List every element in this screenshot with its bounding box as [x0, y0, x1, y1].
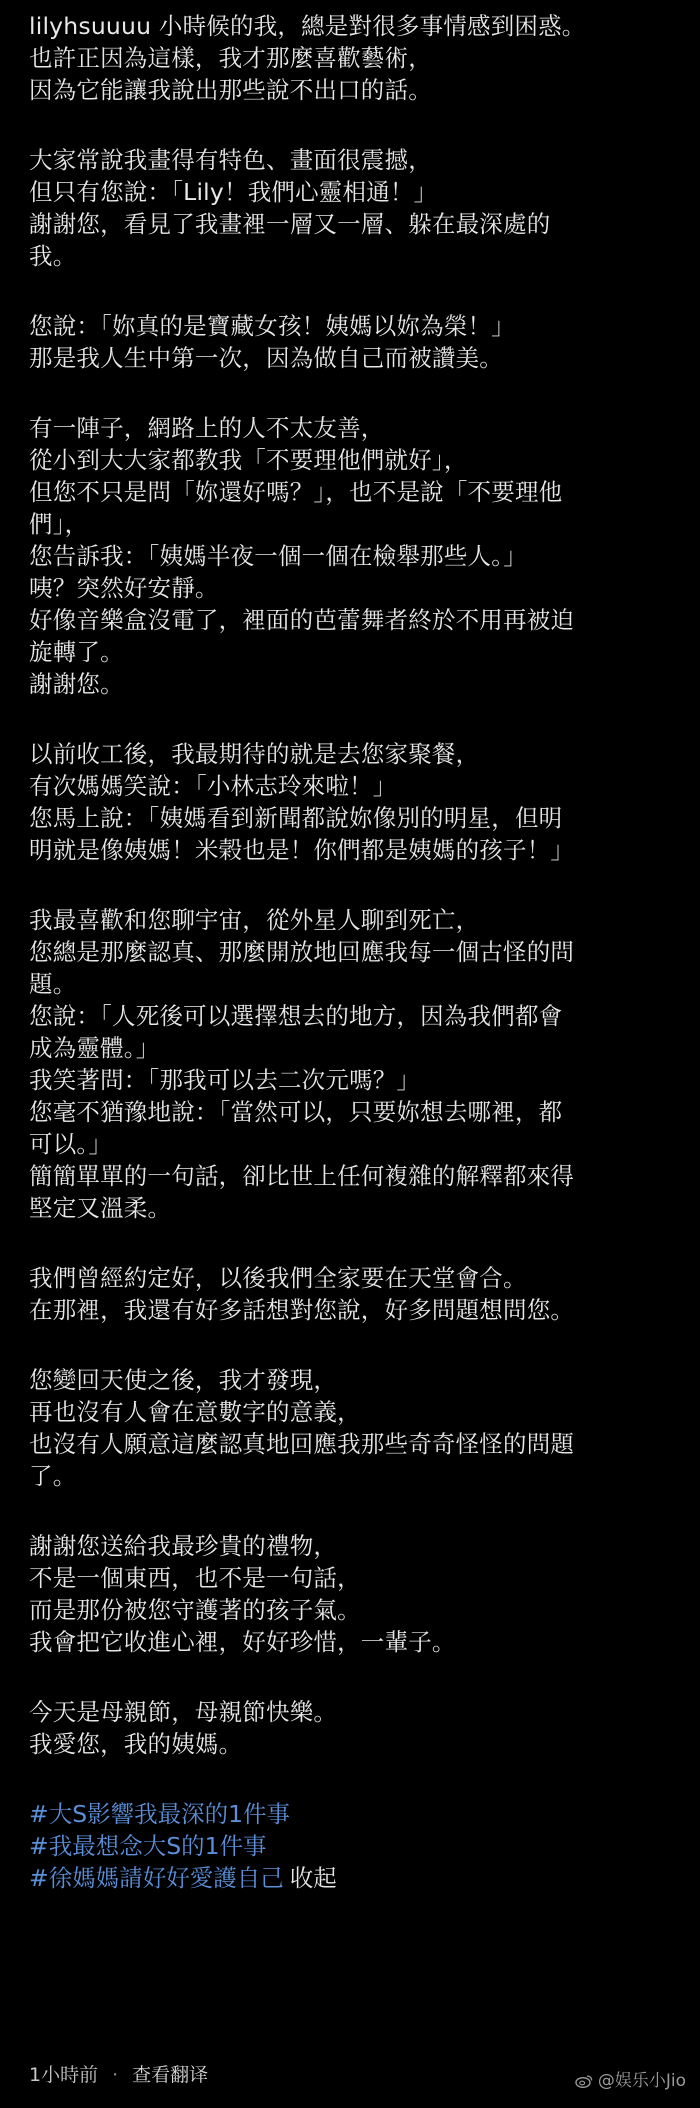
post-line: 我愛您，我的姨媽。 — [29, 1730, 243, 1758]
post-line: 成為靈體。」 — [29, 1034, 160, 1062]
post-line: 今天是母親節，母親節快樂。 — [29, 1698, 338, 1726]
post-line: 簡簡單單的一句話，卻比世上任何複雜的解釋都來得 — [29, 1162, 575, 1190]
post-line: 也許正因為這樣，我才那麼喜歡藝術， — [29, 44, 432, 72]
post-meta — [29, 2063, 208, 2087]
post-line: 我笑著問：「那我可以去二次元嗎？」 — [29, 1066, 421, 1094]
hashtag-line — [29, 1862, 680, 1894]
post-line: 但只有您說：「Lily！我們心靈相通！」 — [29, 178, 438, 206]
watermark-text: @娱乐小Jio — [597, 2071, 686, 2091]
post-paragraph — [29, 1262, 680, 1326]
post-line: 您告訴我：「姨媽半夜一個一個在檢舉那些人。」 — [29, 542, 527, 570]
post-line: 您總是那麼認真、那麼開放地回應我每一個古怪的問 — [29, 938, 575, 966]
post-line: 謝謝您，看見了我畫裡一層又一層、躲在最深處的 — [29, 210, 551, 238]
post-line: 我。 — [29, 242, 77, 270]
username[interactable]: lilyhsuuuu — [29, 12, 152, 40]
hashtag-link[interactable]: #大S影響我最深的1件事 — [29, 1800, 291, 1828]
post-text — [29, 10, 680, 1760]
post-paragraph — [29, 10, 680, 106]
post-line: 我最喜歡和您聊宇宙，從外星人聊到死亡， — [29, 906, 480, 934]
post-line: 也沒有人願意這麼認真地回應我那些奇奇怪怪的問題 — [29, 1430, 575, 1458]
post-line: 您說：「妳真的是寶藏女孩！姨媽以妳為榮！」 — [29, 312, 515, 340]
post-line: 了。 — [29, 1462, 77, 1490]
post-paragraph — [29, 310, 680, 374]
post-paragraph — [29, 738, 680, 866]
post-line: 旋轉了。 — [29, 638, 124, 666]
post-line: 咦？突然好安靜。 — [29, 574, 219, 602]
post-paragraph — [29, 904, 680, 1224]
weibo-logo-icon — [575, 2074, 593, 2088]
post-line: 再也沒有人會在意數字的意義， — [29, 1398, 361, 1426]
post-line: 您毫不猶豫地說：「當然可以，只要妳想去哪裡，都 — [29, 1098, 563, 1126]
post-paragraph — [29, 1530, 680, 1658]
post-line: 我會把它收進心裡，好好珍惜，一輩子。 — [29, 1628, 456, 1656]
post-line: 您馬上說：「姨媽看到新聞都說妳像別的明星，但明 — [29, 804, 563, 832]
post-line: 但您不只是問「妳還好嗎？」，也不是說「不要理他 — [29, 478, 563, 506]
meta-separator: · — [112, 2064, 119, 2086]
collapse-button[interactable]: 收起 — [289, 1864, 337, 1892]
post-line: 大家常說我畫得有特色、畫面很震撼， — [29, 146, 432, 174]
post-line: 不是一個東西，也不是一句話， — [29, 1564, 361, 1592]
post-line-text: 小時候的我，總是對很多事情感到困惑。 — [158, 12, 586, 40]
post-line: 我們曾經約定好，以後我們全家要在天堂會合。 — [29, 1264, 527, 1292]
post-time: 1小時前 — [29, 2064, 99, 2086]
hashtag-list — [29, 1798, 680, 1894]
hashtag-link[interactable]: #徐媽媽請好好愛護自己 — [29, 1864, 284, 1892]
post-line: 可以。」 — [29, 1130, 113, 1158]
hashtag-link[interactable]: #我最想念大S的1件事 — [29, 1832, 267, 1860]
post-line: 堅定又溫柔。 — [29, 1194, 172, 1222]
watermark — [575, 2070, 686, 2092]
post-line: 好像音樂盒沒電了，裡面的芭蕾舞者終於不用再被迫 — [29, 606, 575, 634]
post-line: 明就是像姨媽！米榖也是！你們都是姨媽的孩子！」 — [29, 836, 575, 864]
post-line: 謝謝您。 — [29, 670, 124, 698]
post-line: 題。 — [29, 970, 77, 998]
post-line: 因為它能讓我說出那些說不出口的話。 — [29, 76, 432, 104]
post-paragraph — [29, 1696, 680, 1760]
hashtag-line — [29, 1830, 680, 1862]
post-line: 有一陣子，網路上的人不太友善， — [29, 414, 385, 442]
post-line: 們」， — [29, 510, 89, 538]
post-line: 而是那份被您守護著的孩子氣。 — [29, 1596, 361, 1624]
post-line: 以前收工後，我最期待的就是去您家聚餐， — [29, 740, 480, 768]
post-paragraph — [29, 1364, 680, 1492]
post-line: 您變回天使之後，我才發現， — [29, 1366, 338, 1394]
post-line: 有次媽媽笑說：「小林志玲來啦！」 — [29, 772, 397, 800]
post-paragraph — [29, 144, 680, 272]
translate-link[interactable]: 查看翻译 — [132, 2064, 209, 2086]
hashtag-line — [29, 1798, 680, 1830]
post-line — [29, 10, 680, 42]
post-paragraph — [29, 412, 680, 700]
post-line: 那是我人生中第一次，因為做自己而被讚美。 — [29, 344, 503, 372]
post-line: 在那裡，我還有好多話想對您說，好多問題想問您。 — [29, 1296, 575, 1324]
post-line: 從小到大大家都教我「不要理他們就好」， — [29, 446, 468, 474]
post-line: 您說：「人死後可以選擇想去的地方，因為我們都會 — [29, 1002, 563, 1030]
post-line: 謝謝您送給我最珍貴的禮物， — [29, 1532, 338, 1560]
